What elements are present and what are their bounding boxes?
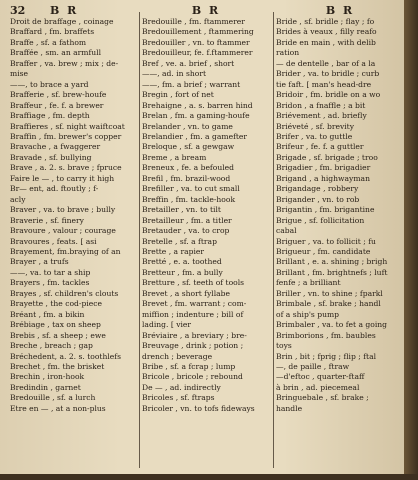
dictionary-entry: Brechin , iron-hook — [10, 372, 85, 382]
dictionary-entry: —, de paille , ftraw — [276, 361, 350, 371]
dictionary-entry: Bréant , fm. a bikin — [10, 309, 85, 319]
entry-list — [276, 17, 404, 414]
dictionary-entry: tie faft. [ man's head-dre — [276, 79, 372, 89]
dictionary-entry: Bréviaire , a breviary ; bre- — [142, 330, 247, 340]
dictionary-entry: ——, fm. a brief ; warrant — [142, 79, 241, 89]
dictionary-entry: Brigade , sf. brigade ; troo — [276, 152, 378, 162]
dictionary-entry: Braffée , sm. an armfull — [10, 48, 102, 58]
dictionary-entry: ——, ad. in short — [142, 69, 207, 79]
dictionary-entry: —d'eftoc , quarter-ftaff — [276, 372, 365, 382]
dictionary-entry: Brette , a rapier — [142, 246, 205, 256]
dictionary-entry: Bref , ve. a. brief , short — [142, 58, 235, 68]
dictionary-entry: Brigander , vn. to rob — [276, 194, 360, 204]
dictionary-entry: Bridon , a fnaffle ; a bit — [276, 100, 366, 110]
dictionary-entry: Bricoles , sf. ftraps — [142, 393, 215, 403]
dictionary-entry: Bringuebale , sf. brake ; — [276, 393, 369, 403]
dictionary-entry: Breuvage , drink ; potion ; — [142, 341, 244, 351]
dictionary-entry: acly — [10, 194, 26, 204]
dictionary-entry: Bretté , e. a. toothed — [142, 257, 222, 267]
dictionary-entry: of a ship's pump — [276, 309, 340, 319]
book-bottom-edge — [0, 474, 418, 480]
dictionary-entry: Bretauder , va. to crop — [142, 226, 230, 236]
dictionary-entry: Braffin , fm. brewer's copper — [10, 131, 122, 141]
dictionary-entry: ——, to brace a yard — [10, 79, 89, 89]
dictionary-entry: — de dentelle , bar of a la — [276, 58, 376, 68]
dictionary-entry: Briévement , ad. briefly — [276, 111, 367, 121]
dictionary-entry: Bravoure , valour ; courage — [10, 226, 116, 236]
dictionary-entry: Bredouille , sf. a lurch — [10, 393, 96, 403]
dictionary-entry: Breche , breach ; gap — [10, 341, 93, 351]
dictionary-entry: mise — [10, 69, 29, 79]
dictionary-entry: Breneux , fe. a befouled — [142, 163, 234, 173]
dictionary-entry: Bravoures , feats. [ asi — [10, 236, 97, 246]
dictionary-entry: Bredouilleur, fe. f.ftammerer — [142, 48, 253, 58]
dictionary-entry: Br— ent, ad. ftoutly ; f- — [10, 184, 99, 194]
dictionary-entry: Brider , va. to bridle ; curb — [276, 69, 380, 79]
dictionary-entry: Bride , sf. bridle ; flay ; fo — [276, 17, 375, 26]
column-divider — [139, 12, 140, 468]
dictionary-entry: Bravache , a fwaggerer — [10, 142, 101, 152]
dictionary-entry: Bregin , fort of net — [142, 90, 214, 100]
dictionary-entry: Bretailler , vn. to tilt — [142, 205, 221, 215]
dictionary-entry: toys — [276, 341, 292, 351]
dictionary-entry: ——, va. to tar a ship — [10, 267, 91, 277]
dictionary-entry: Braverie , sf. finery — [10, 215, 84, 225]
dictionary-entry: Breme , a bream — [142, 152, 207, 162]
dictionary-entry: Bribe , sf. a fcrap ; lump — [142, 361, 236, 371]
column-header: B R — [325, 4, 355, 17]
dictionary-entry: Brafferie , sf. brew-houfe — [10, 90, 107, 100]
entry-list — [142, 17, 270, 414]
dictionary-entry: Braffe , sf. a fathom — [10, 37, 87, 47]
dictionary-entry: Brevet , fm. warrant ; com- — [142, 299, 247, 309]
dictionary-entry: Brelan , fm. a gaming-houfe — [142, 111, 250, 121]
dictionary-entry: Bravade , sf. bullying — [10, 152, 92, 162]
dictionary-entry: Braffer , va. brew ; mix ; de- — [10, 58, 119, 68]
dictionary-entry: Brigantin , fm. brigantine — [276, 205, 375, 215]
book-edge — [404, 0, 418, 480]
dictionary-entry: Bredouillement , ftammering — [142, 27, 254, 37]
dictionary-entry: Brimbaler , va. to fet a going — [276, 320, 388, 330]
entry-list — [10, 17, 136, 414]
dictionary-entry: Bredouille , fm. ftammerer — [142, 17, 245, 26]
dictionary-entry: Brifeur , fe. f. a guttler — [276, 142, 364, 152]
dictionary-entry: Bricoler , vn. to tofs fideways — [142, 403, 255, 413]
dictionary-entry: Bredouiller , vn. to ftammer — [142, 37, 250, 47]
column-1 — [10, 4, 136, 470]
dictionary-entry: Brillant , e. a. shining ; brigh — [276, 257, 388, 267]
column-2 — [142, 4, 270, 470]
dictionary-entry: Bride en main , with delib — [276, 37, 376, 47]
dictionary-entry: Briéveté , sf. brevity — [276, 121, 355, 131]
dictionary-entry: Brevet , a short fyllabe — [142, 288, 231, 298]
dictionary-entry: Braffard , fm. braffets — [10, 27, 95, 37]
dictionary-entry: Brechet , fm. the brisket — [10, 361, 105, 371]
dictionary-entry: Brifer , va. to guttle — [276, 131, 353, 141]
dictionary-entry: Brehaigne , a. s. barren hind — [142, 100, 253, 110]
dictionary-entry: à brin , ad. piecemeal — [276, 382, 360, 392]
dictionary-entry: Brigueur , fm. candidate — [276, 246, 371, 256]
dictionary-entry: Droit de braffage , coinage — [10, 17, 114, 26]
dictionary-entry: Brayette , the cod-piece — [10, 299, 102, 309]
dictionary-entry: Brébiage , tax on sheep — [10, 320, 101, 330]
dictionary-entry: Bretture , sf. teeth of tools — [142, 278, 245, 288]
dictionary-entry: Brigand , a highwayman — [276, 173, 370, 183]
dictionary-entry: Breloque , sf. a gewgaw — [142, 142, 235, 152]
dictionary-entry: Brayer , a trufs — [10, 257, 69, 267]
dictionary-entry: Brides à veaux , filly reafo — [276, 27, 377, 37]
dictionary-entry: Etre en — , at a non-plus — [10, 403, 106, 413]
column-3 — [276, 4, 404, 470]
dictionary-entry: Brelander , vn. to game — [142, 121, 233, 131]
dictionary-entry: ration — [276, 48, 300, 58]
column-divider — [273, 12, 274, 468]
dictionary-entry: Bréchedent, a. 2. s. toothlefs — [10, 351, 121, 361]
dictionary-entry: miffion ; indenture ; bill of — [142, 309, 244, 319]
dictionary-entry: Brigadier , fm. brigadier — [276, 163, 371, 173]
dictionary-entry: Briller , vn. to shine ; fparkl — [276, 288, 383, 298]
dictionary-entry: Brayers , fm. tackles — [10, 278, 90, 288]
dictionary-entry: Brimborions , fm. baubles — [276, 330, 376, 340]
dictionary-entry: fenfe ; a brilliant — [276, 278, 341, 288]
dictionary-entry: lading. [ vier — [142, 320, 192, 330]
dictionary-entry: Faire le — , to carry it high — [10, 173, 115, 183]
dictionary-entry: Bricole , bricole ; rebound — [142, 372, 243, 382]
dictionary-entry: De — , ad. indirectly — [142, 382, 221, 392]
dictionary-entry: Bretelle , sf. a ftrap — [142, 236, 217, 246]
dictionary-entry: Brefiller , va. to cut small — [142, 184, 240, 194]
dictionary-entry: Brave , a. 2. s. brave ; fpruce — [10, 163, 122, 173]
dictionary-entry: Brayement, fm.braying of an — [10, 246, 121, 256]
dictionary-entry: Braffiage , fm. depth — [10, 111, 90, 121]
dictionary-entry: Brefil , fm. brazil-wood — [142, 173, 231, 183]
page-number: 32 — [10, 4, 26, 17]
dictionary-entry: Braffeur , fe. f. a brewer — [10, 100, 104, 110]
dictionary-entry: Brimbale , sf. brake ; handl — [276, 299, 381, 309]
dictionary-entry: Bridoir , fm. bridle on a wo — [276, 90, 381, 100]
dictionary-entry: Breffin , fm. tackle-hook — [142, 194, 236, 204]
dictionary-entry: Brayes , sf. children's clouts — [10, 288, 119, 298]
dictionary-entry: Bretteur , fm. a bully — [142, 267, 223, 277]
dictionary-entry: Brelandier , fm. a gamefter — [142, 131, 248, 141]
dictionary-entry: Braffieres , sf. night waiftcoat — [10, 121, 125, 131]
dictionary-entry: Braver , va. to brave ; bully — [10, 205, 116, 215]
dictionary-entry: Briguer , va. to follicit ; fu — [276, 236, 376, 246]
dictionary-entry: handle — [276, 403, 303, 413]
column-header: B R — [50, 4, 79, 17]
dictionary-entry: Brin , bit ; fprig ; flip ; ftal — [276, 351, 377, 361]
dictionary-entry: Brigandage , robbery — [276, 184, 359, 194]
dictionary-entry: drench ; beverage — [142, 351, 213, 361]
dictionary-entry: cabal — [276, 226, 297, 236]
dictionary-entry: Bretailleur , fm. a titler — [142, 215, 232, 225]
column-header: B R — [191, 4, 221, 17]
dictionary-entry: Brigue , sf. follicitation — [276, 215, 365, 225]
dictionary-entry: Brebis , sf. a sheep ; ewe — [10, 330, 106, 340]
dictionary-entry: Brillant , fm. brightnefs ; luft — [276, 267, 388, 277]
dictionary-entry: Bredindin , garnet — [10, 382, 81, 392]
